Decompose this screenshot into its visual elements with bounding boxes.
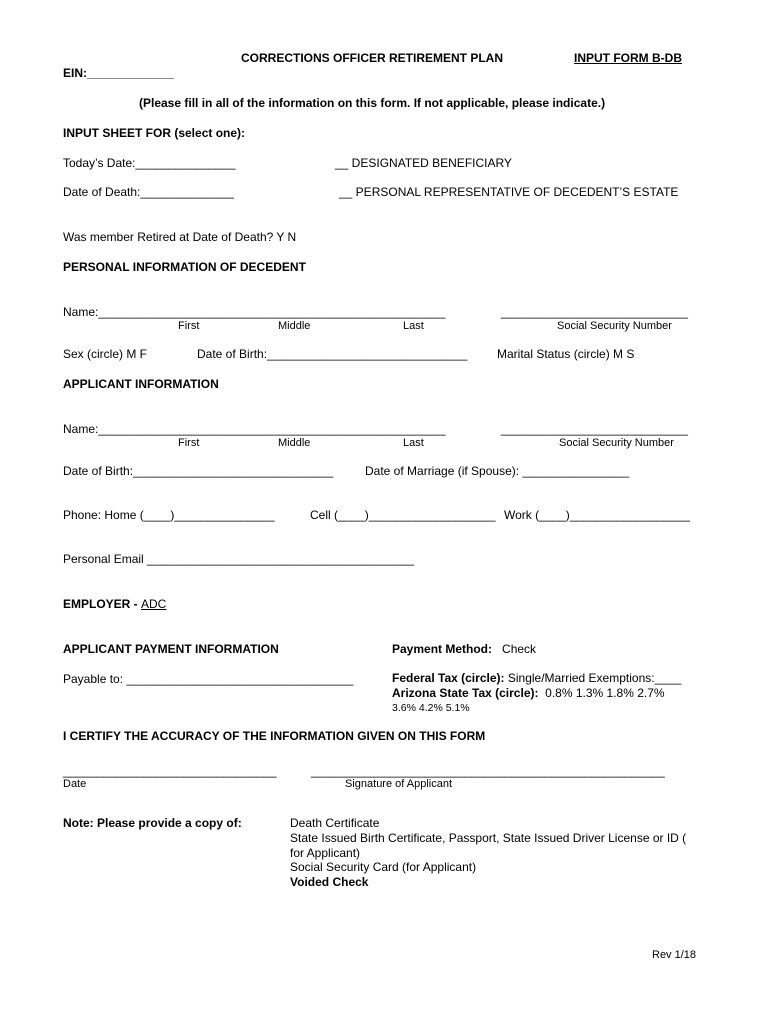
federal-tax-options[interactable]: Single/Married Exemptions:____ [507, 671, 682, 685]
input-sheet-label: INPUT SHEET FOR (select one): [63, 126, 246, 140]
employer-row [63, 597, 166, 611]
signature-field[interactable]: _____________________________________________________ [311, 764, 665, 778]
date-of-marriage-field[interactable]: Date of Marriage (if Spouse): ________________ [365, 464, 630, 478]
phone-work-field[interactable]: Work (____)__________________ [504, 508, 690, 522]
arizona-tax-options[interactable]: 0.8% 1.3% 1.8% 2.7% [545, 686, 665, 700]
employer-value: ADC [141, 597, 167, 611]
decedent-ssn-label: Social Security Number [557, 320, 672, 332]
decedent-ssn-field[interactable]: ____________________________ [501, 305, 688, 319]
retired-question[interactable]: Was member Retired at Date of Death? Y N [63, 230, 297, 244]
payment-heading: APPLICANT PAYMENT INFORMATION [63, 642, 279, 656]
applicant-ssn-field[interactable]: ____________________________ [501, 422, 688, 436]
personal-representative-option[interactable]: __ PERSONAL REPRESENTATIVE OF DECEDENT’S ESTATE [339, 185, 679, 199]
payable-to-field[interactable]: Payable to: __________________________________ [63, 672, 354, 686]
designated-beneficiary-option[interactable]: __ DESIGNATED BENEFICIARY [335, 156, 512, 170]
phone-cell-field[interactable]: Cell (____)___________________ [310, 508, 496, 522]
applicant-heading: APPLICANT INFORMATION [63, 377, 219, 391]
certify-date-label: Date [63, 778, 87, 790]
payment-method-value: Check [502, 642, 537, 656]
todays-date-field[interactable]: Today’s Date:_______________ [63, 156, 236, 170]
date-of-death-field[interactable]: Date of Death:______________ [63, 185, 234, 199]
note-label: Note: Please provide a copy of: [63, 816, 242, 830]
applicant-name-field[interactable]: Name:____________________________________________________ [63, 422, 446, 436]
decedent-name-field[interactable]: Name:____________________________________________________ [63, 305, 446, 319]
applicant-dob-field[interactable]: Date of Birth:______________________________ [63, 464, 334, 478]
note-item: for Applicant) [290, 846, 361, 860]
payment-method-label: Payment Method: [392, 642, 493, 656]
applicant-first-label: First [178, 437, 200, 449]
federal-tax-label: Federal Tax (circle): [392, 671, 505, 685]
decedent-sex-field[interactable]: Sex (circle) M F [63, 347, 147, 361]
ein-field[interactable]: EIN:_____________ [63, 66, 174, 80]
decedent-middle-label: Middle [278, 320, 311, 332]
note-item: Social Security Card (for Applicant) [290, 860, 477, 874]
note-item: Death Certificate [290, 816, 380, 830]
federal-tax-row[interactable] [392, 671, 681, 685]
employer-label: EMPLOYER - [63, 597, 142, 611]
personal-email-field[interactable]: Personal Email ________________________________________ [63, 552, 414, 566]
note-item: State Issued Birth Certificate, Passport, State Issued Driver License or ID ( [290, 831, 687, 845]
payment-method-row [392, 642, 536, 656]
decedent-first-label: First [178, 320, 200, 332]
certify-date-field[interactable]: ________________________________ [63, 764, 277, 778]
phone-home-field[interactable]: Phone: Home (____)_______________ [63, 508, 275, 522]
decedent-last-label: Last [403, 320, 424, 332]
decedent-heading: PERSONAL INFORMATION OF DECEDENT [63, 260, 306, 274]
form-title: CORRECTIONS OFFICER RETIREMENT PLAN [241, 51, 504, 65]
decedent-dob-field[interactable]: Date of Birth:______________________________ [197, 347, 468, 361]
certify-heading: I CERTIFY THE ACCURACY OF THE INFORMATION GIVEN ON THIS FORM [63, 729, 486, 743]
applicant-middle-label: Middle [278, 437, 311, 449]
form-id: INPUT FORM B-DB [574, 51, 682, 65]
arizona-tax-row[interactable] [392, 686, 665, 700]
note-item: Voided Check [290, 875, 369, 889]
signature-label: Signature of Applicant [345, 778, 453, 790]
revision-label: Rev 1/18 [652, 949, 697, 961]
applicant-last-label: Last [403, 437, 424, 449]
arizona-tax-label: Arizona State Tax (circle): [392, 686, 539, 700]
instruction-text: (Please fill in all of the information on this form. If not applicable, please indicate.) [139, 96, 606, 110]
applicant-ssn-label: Social Security Number [559, 437, 674, 449]
arizona-tax-options-more[interactable]: 3.6% 4.2% 5.1% [392, 702, 470, 714]
decedent-marital-field[interactable]: Marital Status (circle) M S [497, 347, 635, 361]
